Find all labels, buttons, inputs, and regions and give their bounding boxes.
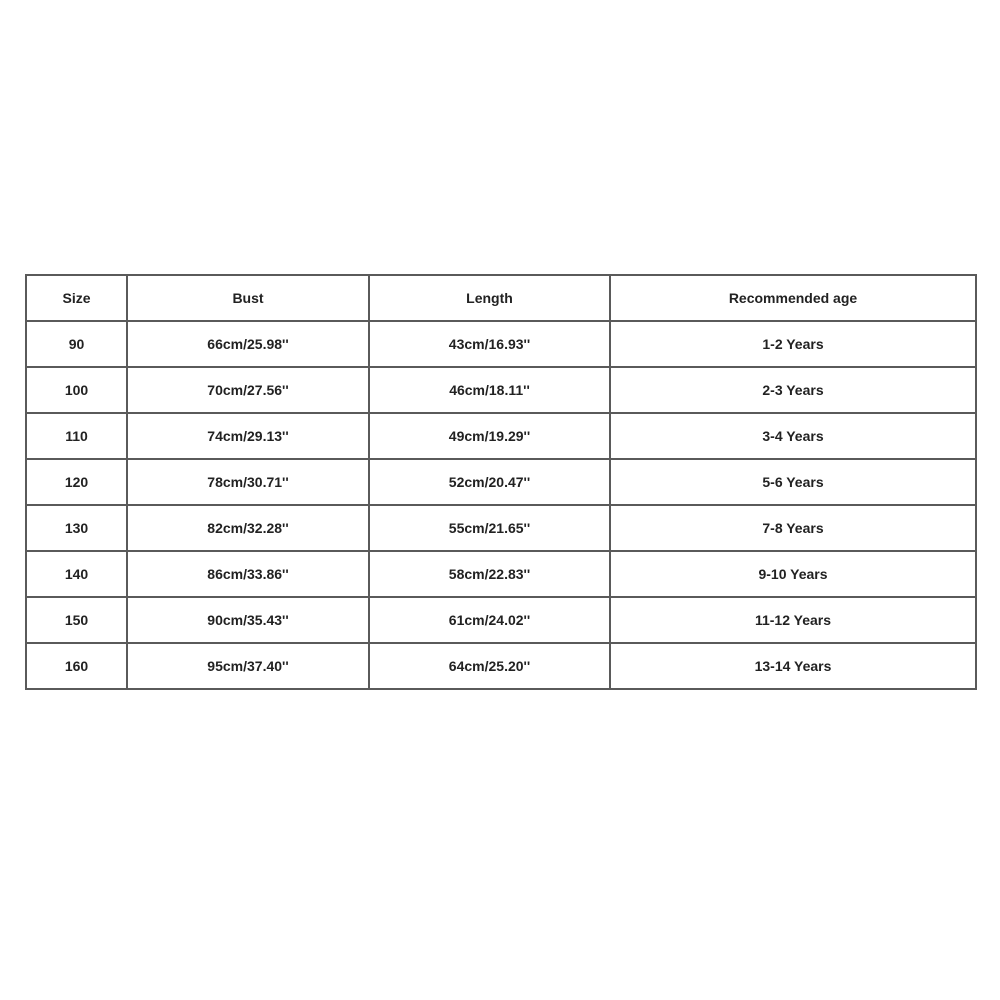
cell-bust: 95cm/37.40''	[127, 643, 369, 689]
header-length: Length	[369, 275, 610, 321]
cell-bust: 90cm/35.43''	[127, 597, 369, 643]
cell-age: 1-2 Years	[610, 321, 976, 367]
header-bust: Bust	[127, 275, 369, 321]
cell-length: 64cm/25.20''	[369, 643, 610, 689]
cell-age: 2-3 Years	[610, 367, 976, 413]
table-row	[26, 367, 976, 413]
cell-size: 100	[26, 367, 127, 413]
table-row	[26, 551, 976, 597]
cell-length: 58cm/22.83''	[369, 551, 610, 597]
cell-length: 61cm/24.02''	[369, 597, 610, 643]
cell-size: 160	[26, 643, 127, 689]
table-row	[26, 505, 976, 551]
cell-bust: 74cm/29.13''	[127, 413, 369, 459]
cell-age: 3-4 Years	[610, 413, 976, 459]
header-recommended-age: Recommended age	[610, 275, 976, 321]
cell-bust: 86cm/33.86''	[127, 551, 369, 597]
cell-age: 9-10 Years	[610, 551, 976, 597]
table-row	[26, 643, 976, 689]
cell-age: 5-6 Years	[610, 459, 976, 505]
cell-age: 7-8 Years	[610, 505, 976, 551]
cell-size: 150	[26, 597, 127, 643]
cell-bust: 78cm/30.71''	[127, 459, 369, 505]
cell-length: 52cm/20.47''	[369, 459, 610, 505]
table-row	[26, 413, 976, 459]
cell-size: 110	[26, 413, 127, 459]
cell-length: 49cm/19.29''	[369, 413, 610, 459]
size-chart-table	[25, 274, 977, 690]
header-size: Size	[26, 275, 127, 321]
cell-length: 55cm/21.65''	[369, 505, 610, 551]
cell-size: 140	[26, 551, 127, 597]
cell-bust: 70cm/27.56''	[127, 367, 369, 413]
cell-bust: 66cm/25.98''	[127, 321, 369, 367]
cell-length: 46cm/18.11''	[369, 367, 610, 413]
cell-size: 90	[26, 321, 127, 367]
table-row	[26, 459, 976, 505]
cell-size: 120	[26, 459, 127, 505]
table-header-row	[26, 275, 976, 321]
cell-size: 130	[26, 505, 127, 551]
cell-age: 13-14 Years	[610, 643, 976, 689]
table-row	[26, 321, 976, 367]
table-row	[26, 597, 976, 643]
cell-length: 43cm/16.93''	[369, 321, 610, 367]
cell-age: 11-12 Years	[610, 597, 976, 643]
cell-bust: 82cm/32.28''	[127, 505, 369, 551]
